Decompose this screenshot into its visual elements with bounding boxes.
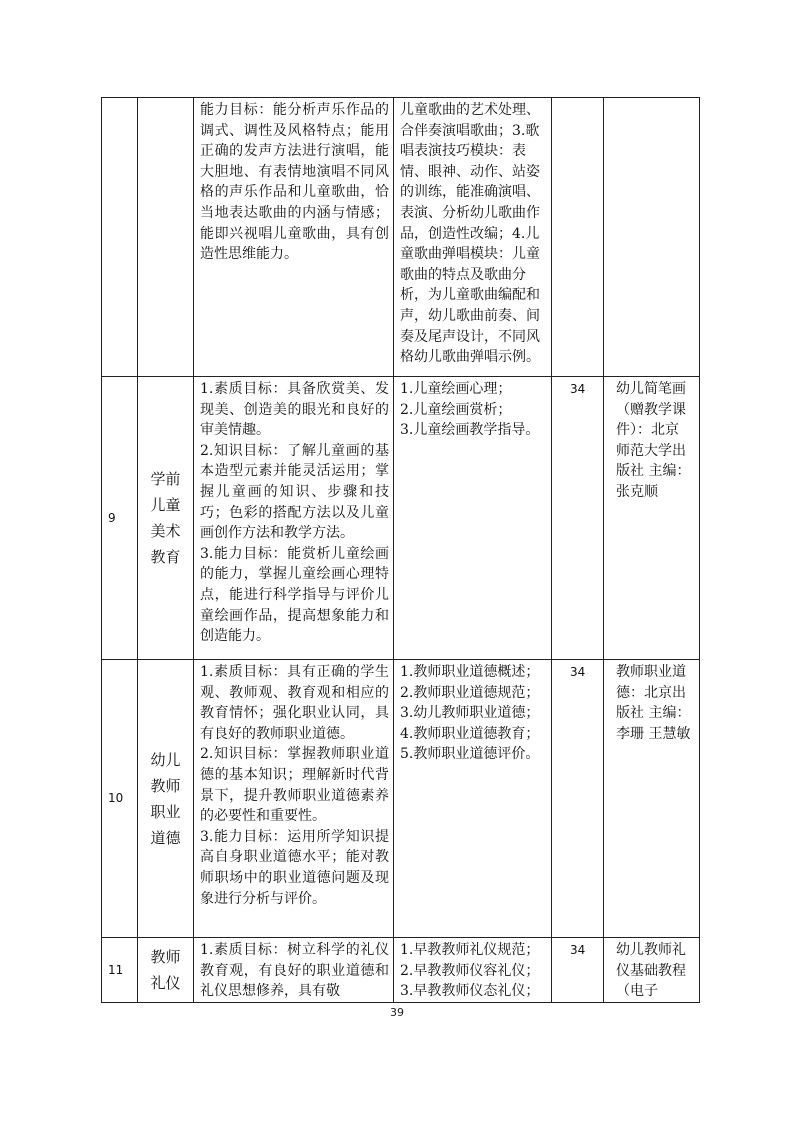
course-textbook: 幼儿教师礼仪基础教程（电子 <box>616 942 686 1000</box>
course-hours: 34 <box>552 660 604 938</box>
row-number: 10 <box>102 660 138 938</box>
table-row <box>102 377 700 660</box>
content-item: 1.儿童绘画心理； <box>400 381 512 397</box>
content-item: 4.教师职业道德教育； <box>400 725 540 742</box>
course-hours: 34 <box>552 377 604 660</box>
content-item: 2.儿童绘画赏析； <box>400 401 512 418</box>
course-textbook: 教师职业道德：北京出版社 主编：李珊 王慧敏 <box>616 664 691 742</box>
row-number: 9 <box>102 377 138 660</box>
course-goals: 1.素质目标：具有正确的学生观、教师观、教育观和相应的教育情怀；强化职业认同，具有良好的教师职业道德。 2.知识目标：掌握教师职业道德的基本知识；理解新时代背景下，提升教师职业道德素养的必要性和重要性。 3.能力目标：运用所学知识提高自身职业道德水平；能对教师职场中的职业道德问题及现象进行分析与评价。 <box>200 664 389 907</box>
content-item: 3.幼儿教师职业道德； <box>400 705 540 722</box>
course-goals: 能力目标：能分析声乐作品的调式、调性及风格特点；能用正确的发声方法进行演唱，能大胆地、有表情地演唱不同风格的声乐作品和儿童歌曲，恰当地表达歌曲的内涵与情感；能即兴视唱儿童歌曲，具有创造性思维能力。 <box>200 102 389 263</box>
course-content: 儿童歌曲的艺术处理、合伴奏演唱歌曲；3.歌唱表演技巧模块：表情、眼神、动作、站姿的训练，能准确演唱、表演、分析幼儿歌曲作品，创造性改编；4.儿童歌曲弹唱模块：儿童歌曲的特点及歌曲分析，为儿童歌曲编配和声，幼儿歌曲前奏、间奏及尾声设计，不同风格幼儿歌曲弹唱示例。 <box>400 102 540 366</box>
content-item: 2.教师职业道德规范； <box>400 684 540 701</box>
page-number: 39 <box>390 1006 404 1019</box>
row-number: 11 <box>102 938 138 1003</box>
content-item: 1.教师职业道德概述； <box>400 664 540 680</box>
course-name: 学前儿童美术教育 <box>138 377 194 660</box>
course-hours: 34 <box>552 938 604 1003</box>
course-goals: 1.素质目标：具备欣赏美、发现美、创造美的眼光和良好的审美情趣。 2.知识目标：了解儿童画的基本造型元素并能灵活运用；掌握儿童画的知识、步骤和技巧；色彩的搭配方法以及儿童画创作方法和教学方法。 3.能力目标：能赏析儿童绘画的能力，掌握儿童绘画心理特点，能进行科学指导与评价儿童绘画作品，提高想象能力和创造能力。 <box>200 381 389 645</box>
row-number <box>102 98 138 377</box>
content-item: 5.教师职业道德评价。 <box>400 746 540 763</box>
content-item: 3.儿童绘画教学指导。 <box>400 422 540 439</box>
course-name: 幼儿教师职业道德 <box>138 660 194 938</box>
course-goals: 1.素质目标：树立科学的礼仪教育观，有良好的职业道德和礼仪思想修养，具有敬 <box>200 942 389 1000</box>
table-row <box>102 938 700 1003</box>
course-name: 教师礼仪 <box>138 938 194 1003</box>
course-hours <box>552 98 604 377</box>
content-item: 2.早教教师仪容礼仪； <box>400 962 540 979</box>
curriculum-table <box>101 97 700 1003</box>
course-textbook: 幼儿简笔画（赠教学课件）：北京师范大学出版社 主编：张克顺 <box>616 381 691 500</box>
table-row <box>102 660 700 938</box>
course-name <box>138 98 194 377</box>
content-item: 1.早教教师礼仪规范； <box>400 942 540 958</box>
table-row <box>102 98 700 377</box>
content-item: 3.早教教师仪态礼仪； <box>400 983 540 1000</box>
